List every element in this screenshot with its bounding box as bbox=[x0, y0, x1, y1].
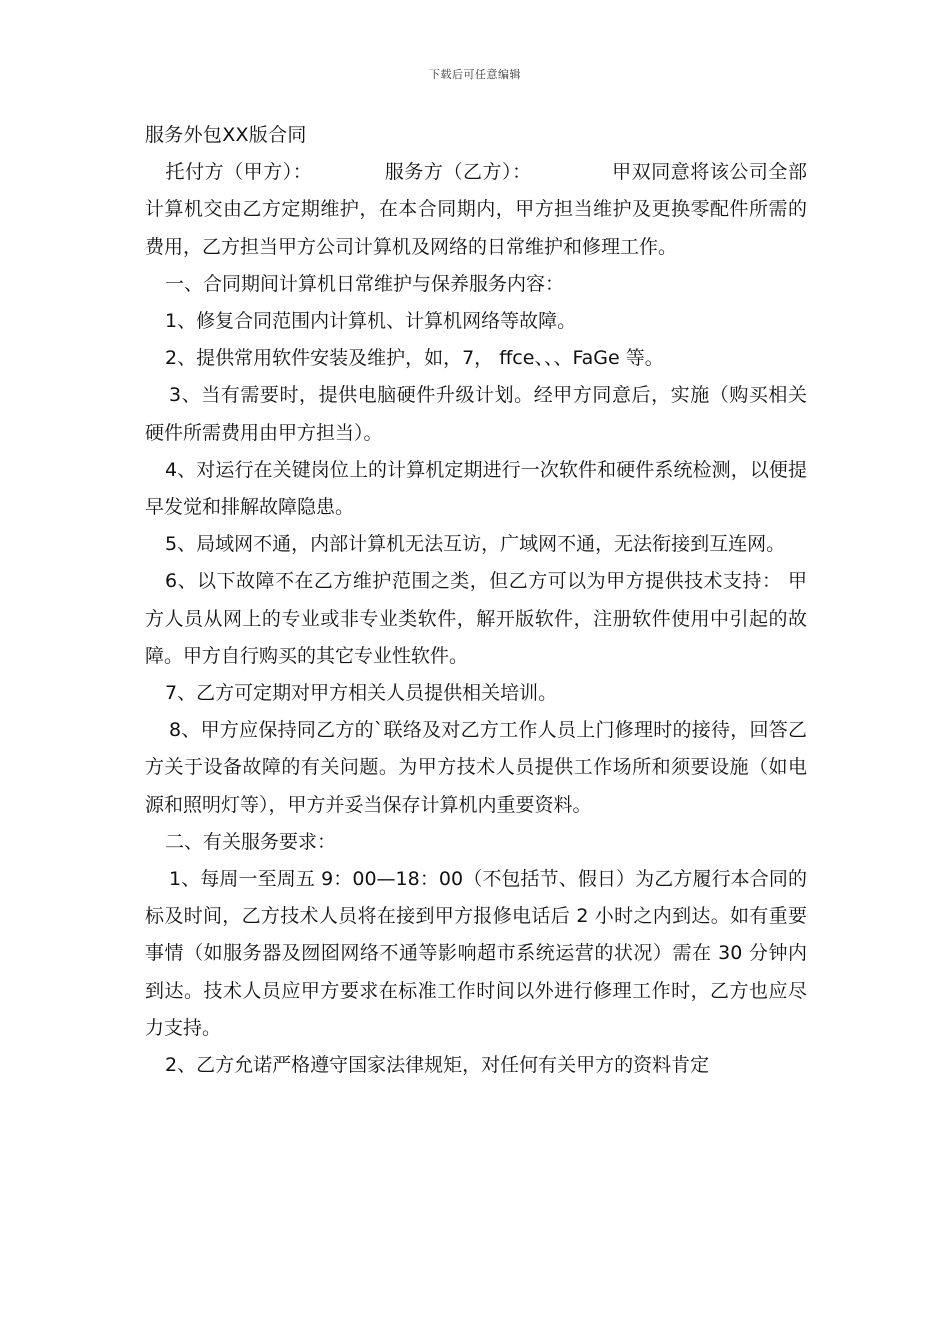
agreement-text: 甲双同意将该公司全部计算机交由乙方定期维护，在本合同期内，甲方担当维护及更换零配件所需的费用，乙方担当甲方公司计算机及网络的日常维护和修理工作。 bbox=[145, 161, 807, 258]
section1-item-1: 1、修复合同范围内计算机、计算机网络等故障。 bbox=[165, 310, 577, 333]
section1-heading: 一、合同期间计算机日常维护与保养服务内容： bbox=[165, 272, 565, 295]
section1-item-3: 3、当有需要时，提供电脑硬件升级计划。经甲方同意后，实施（购买相关硬件所需费用由甲方担当）。 bbox=[145, 384, 807, 444]
document-title: 服务外包XX版合同 bbox=[145, 124, 307, 146]
parties-paragraph bbox=[145, 154, 807, 266]
section1-item-2: 2、提供常用软件安装及维护，如，7， ffce、、、FaGe 等。 bbox=[165, 347, 664, 370]
client-label: 托付方（甲方）： bbox=[165, 161, 313, 184]
section1-item-7: 7、乙方可定期对甲方相关人员提供相关培训。 bbox=[165, 682, 558, 705]
page-header-note: 下载后可任意编辑 bbox=[429, 68, 521, 81]
section1-item-8: 8、甲方应保持同乙方的`联络及对乙方工作人员上门修理时的接待，回答乙方关于设备故障的有关问题。为甲方技术人员提供工作场所和须要设施（如电源和照明灯等），甲方并妥当保存计算机内重要资料。 bbox=[145, 719, 807, 816]
section2-item-2: 2、乙方允诺严格遵守国家法律规矩，对任何有关甲方的资料肯定 bbox=[165, 1054, 710, 1077]
section1-item-6: 6、以下故障不在乙方维护范围之类，但乙方可以为甲方提供技术支持： 甲方人员从网上的专业或非专业类软件，解开版软件，注册软件使用中引起的故障。甲方自行购买的其它专业性软件。 bbox=[145, 570, 807, 667]
section2-heading: 二、有关服务要求： bbox=[165, 830, 337, 853]
document-body bbox=[145, 117, 807, 1084]
section1-item-4: 4、对运行在关键岗位上的计算机定期进行一次软件和硬件系统检测，以便提早发觉和排解故障隐患。 bbox=[145, 458, 807, 519]
provider-label: 服务方（乙方）： bbox=[384, 161, 532, 184]
section2-item-1: 1、每周一至周五 9：00—18：00（不包括节、假日）为乙方履行本合同的标及时间，乙方技术人员将在接到甲方报修电话后 2 小时之内到达。如有重要事情（如服务器及囫囵网络不通等影响超市系统运营的状况）需在 30 分钟内到达。技术人员应甲方要求在标准工作时间以外进行修理工作时，乙方也应尽力支持。 bbox=[145, 868, 807, 1039]
section1-item-5: 5、局域网不通，内部计算机无法互访，广域网不通，无法衔接到互连网。 bbox=[165, 533, 786, 556]
